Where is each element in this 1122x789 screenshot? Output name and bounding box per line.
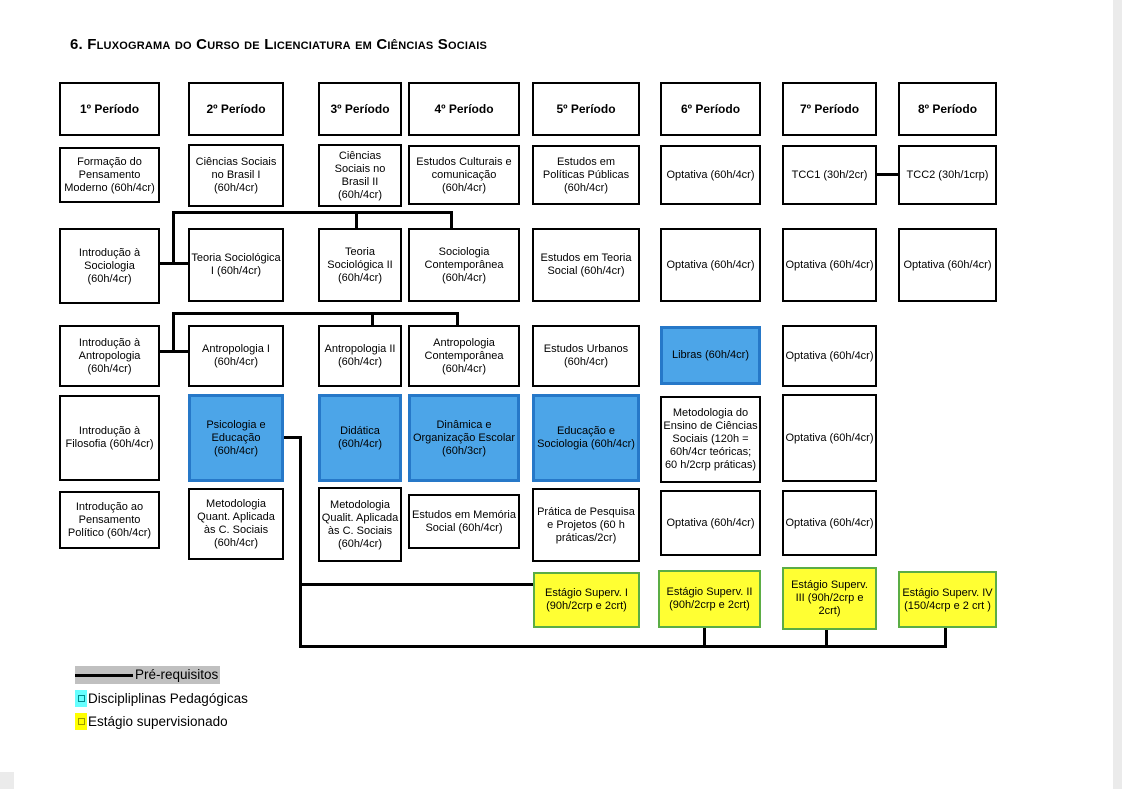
page-edge-right <box>1113 0 1122 789</box>
prereq-line-sociologia-riser <box>172 211 175 265</box>
header-periodo-7: 7º Período <box>782 82 877 136</box>
header-periodo-5: 5º Período <box>532 82 640 136</box>
box-estagio-superv-1: Estágio Superv. I (90h/2crp e 2crt) <box>533 572 640 628</box>
header-periodo-1: 1º Período <box>59 82 160 136</box>
box-sociologia-contemporanea: Sociologia Contemporânea (60h/4cr) <box>408 228 520 302</box>
box-estudos-urbanos: Estudos Urbanos (60h/4cr) <box>532 325 640 387</box>
box-didatica: Didática (60h/4cr) <box>318 394 402 482</box>
box-optativa-7-2: Optativa (60h/4cr) <box>782 228 877 302</box>
box-estudos-politicas-publicas: Estudos em Políticas Públicas (60h/4cr) <box>532 145 640 205</box>
box-introducao-filosofia: Introdução à Filosofia (60h/4cr) <box>59 395 160 481</box>
prereq-line-sociologia-drop-2 <box>450 211 453 229</box>
box-optativa-6-2: Optativa (60h/4cr) <box>660 228 761 302</box>
box-introducao-pensamento-politico: Introdução ao Pensamento Político (60h/4cr) <box>59 491 160 549</box>
header-periodo-2: 2º Período <box>188 82 284 136</box>
header-periodo-6: 6º Período <box>660 82 761 136</box>
prereq-line-antropologia-top <box>172 312 459 315</box>
box-optativa-7-3: Optativa (60h/4cr) <box>782 325 877 387</box>
prerequisite-line-swatch <box>75 674 133 677</box>
legend-pedagogical-label: Discipliplinas Pedagógicas <box>88 690 248 706</box>
box-formacao-pensamento-moderno: Formação do Pensamento Moderno (60h/4cr) <box>59 147 160 203</box>
header-periodo-3: 3º Período <box>318 82 402 136</box>
box-estudos-teoria-social: Estudos em Teoria Social (60h/4cr) <box>532 228 640 302</box>
box-tcc1: TCC1 (30h/2cr) <box>782 145 877 205</box>
pedagogical-swatch-icon <box>75 690 87 707</box>
prereq-line-antropologia-drop-1 <box>371 312 374 326</box>
box-metodologia-qualit: Metodologia Qualit. Aplicada às C. Sociais (60h/4cr) <box>318 487 402 562</box>
box-estagio-superv-4: Estágio Superv. IV (150/4crp e 2 crt ) <box>898 571 997 628</box>
box-dinamica-organizacao-escolar: Dinâmica e Organização Escolar (60h/3cr) <box>408 394 520 482</box>
prereq-line-estagio-3-branch <box>825 630 828 648</box>
box-metodologia-ensino-cs: Metodologia do Ensino de Ciências Sociais (120h = 60h/4cr teóricas; 60 h/2crp práticas) <box>660 396 761 483</box>
legend <box>75 666 248 736</box>
box-optativa-6-1: Optativa (60h/4cr) <box>660 145 761 205</box>
legend-prerequisites-label: Pré-requisitos <box>135 667 219 682</box>
legend-prerequisites <box>75 666 248 684</box>
prereq-line-estagio-1-branch <box>299 583 533 586</box>
box-tcc2: TCC2 (30h/1crp) <box>898 145 997 205</box>
legend-internship-label: Estágio supervisionado <box>88 713 228 729</box>
prereq-line-estagio-2-branch <box>703 628 706 648</box>
box-introducao-antropologia: Introdução à Antropologia (60h/4cr) <box>59 325 160 387</box>
box-pratica-pesquisa-projetos: Prática de Pesquisa e Projetos (60 h práticas/2cr) <box>532 488 640 562</box>
box-optativa-8-2: Optativa (60h/4cr) <box>898 228 997 302</box>
prereq-line-antropologia-riser <box>172 312 175 353</box>
header-periodo-8: 8º Período <box>898 82 997 136</box>
box-optativa-7-5: Optativa (60h/4cr) <box>782 490 877 556</box>
box-teoria-sociologica-2: Teoria Sociológica II (60h/4cr) <box>318 228 402 302</box>
prereq-line-estagio-bottom <box>299 645 947 648</box>
box-estagio-superv-3: Estágio Superv. III (90h/2crp e 2crt) <box>782 567 877 630</box>
box-ciencias-sociais-brasil-2: Ciências Sociais no Brasil II (60h/4cr) <box>318 144 402 207</box>
box-libras: Libras (60h/4cr) <box>660 326 761 385</box>
box-antropologia-contemporanea: Antropologia Contemporânea (60h/4cr) <box>408 325 520 387</box>
box-optativa-6-5: Optativa (60h/4cr) <box>660 490 761 556</box>
box-ciencias-sociais-brasil-1: Ciências Sociais no Brasil I (60h/4cr) <box>188 144 284 207</box>
page-edge-bottom-left <box>0 772 14 789</box>
legend-pedagogical <box>75 690 248 707</box>
box-educacao-sociologia: Educação e Sociologia (60h/4cr) <box>532 394 640 482</box>
box-teoria-sociologica-1: Teoria Sociológica I (60h/4cr) <box>188 228 284 302</box>
prereq-line-sociologia-drop-1 <box>355 211 358 229</box>
box-antropologia-1: Antropologia I (60h/4cr) <box>188 325 284 387</box>
box-introducao-sociologia: Introdução à Sociologia (60h/4cr) <box>59 228 160 304</box>
box-antropologia-2: Antropologia II (60h/4cr) <box>318 325 402 387</box>
box-estudos-culturais: Estudos Culturais e comunicação (60h/4cr) <box>408 145 520 205</box>
box-metodologia-quant: Metodologia Quant. Aplicada às C. Sociais (60h/4cr) <box>188 488 284 560</box>
prereq-line-estagio-4-branch <box>944 628 947 648</box>
box-estagio-superv-2: Estágio Superv. II (90h/2crp e 2crt) <box>658 570 761 628</box>
box-optativa-7-4: Optativa (60h/4cr) <box>782 394 877 482</box>
internship-swatch-icon <box>75 713 87 730</box>
box-psicologia-educacao: Psicologia e Educação (60h/4cr) <box>188 394 284 482</box>
box-estudos-memoria-social: Estudos em Memória Social (60h/4cr) <box>408 494 520 549</box>
prereq-line-sociologia-top <box>172 211 453 214</box>
page-title: 6. Fluxograma do Curso de Licenciatura em Ciências Sociais <box>70 36 488 53</box>
header-periodo-4: 4º Período <box>408 82 520 136</box>
prereq-line-estagio-riser <box>299 436 302 648</box>
prereq-line-antropologia-drop-2 <box>456 312 459 326</box>
prereq-line-tcc1-tcc2 <box>877 173 898 176</box>
legend-internship <box>75 713 248 730</box>
